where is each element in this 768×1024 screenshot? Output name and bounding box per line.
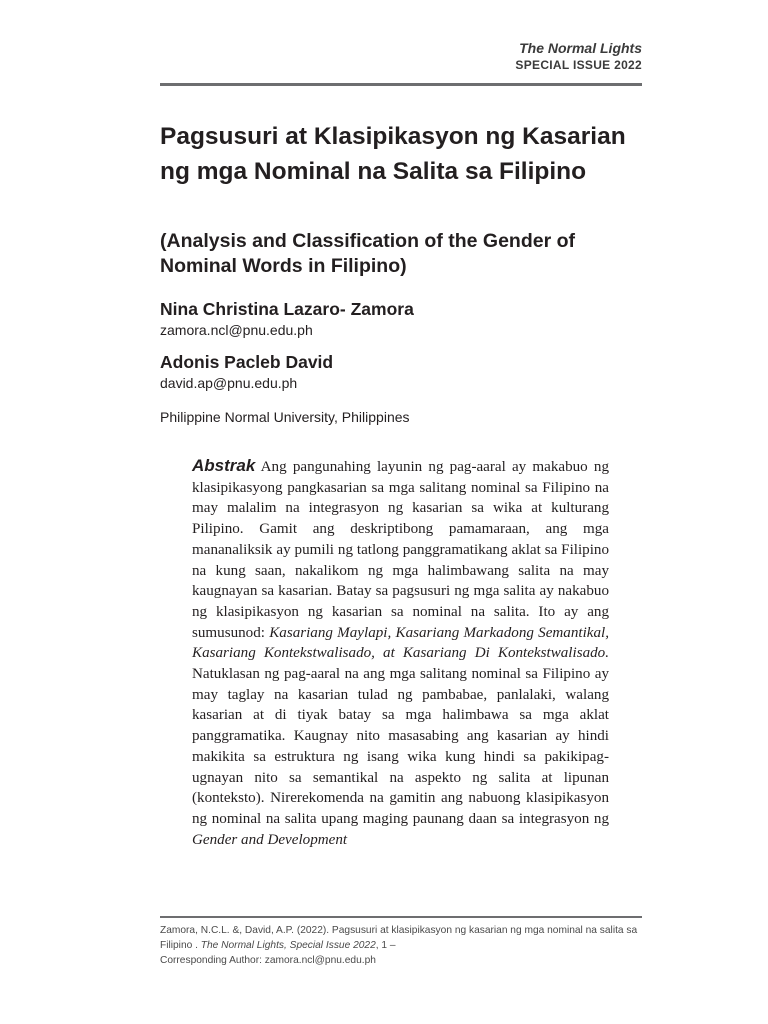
journal-issue: SPECIAL ISSUE 2022 xyxy=(515,58,642,72)
abstract-heading: Abstrak xyxy=(192,456,256,475)
header-divider xyxy=(160,83,642,86)
abstract-text-2: Natuklasan ng pag-aaral na ang mga salitang nominal sa Filipino ay may taglay na kasarian tulad ng pambabae, panlalaki, walang kasarian at di tiyak batay sa mga halimbawa sa mga aklat panggramatika. Kaugnay nito masasabing ang kasarian ay hindi makikita sa estruktura ng isang wika kung hindi sa pakikipag-ugnayan nito sa semantikal na aspekto ng salita at lipunan (konteksto). Nirerekomenda na gamitin ang nabuong klasipikasyon ng nominal na salita upang maging paunang daan sa integrasyon ng xyxy=(192,666,609,827)
author-name-2: Adonis Pacleb David xyxy=(160,352,334,372)
author-email-1: zamora.ncl@pnu.edu.ph xyxy=(160,322,313,338)
article-title: Pagsusuri at Klasipikasyon ng Kasarian ng mga Nominal na Salita sa Filipino xyxy=(160,123,626,185)
citation-journal: The Normal Lights, Special Issue 2022 xyxy=(200,940,376,951)
citation-part-1: Zamora, N.C.L. &, David, A.P. (2022). Pagsusuri at klasipikasyon ng kasarian ng mga nominal na salita sa Filipino . xyxy=(160,925,638,951)
journal-header xyxy=(515,40,642,74)
author-name-1: Nina Christina Lazaro- Zamora xyxy=(160,299,414,319)
author-email-2: david.ap@pnu.edu.ph xyxy=(160,375,298,391)
abstract-gad-term: Gender and Development xyxy=(192,831,348,848)
abstract-classification: Kasariang Maylapi, Kasariang Markadong Semantikal, Kasariang Kontekstwalisado, at Kasariang Di Kontekstwalisado. xyxy=(192,624,609,662)
footer-divider xyxy=(160,916,642,918)
corresponding-author: Corresponding Author: zamora.ncl@pnu.edu.ph xyxy=(160,955,376,966)
citation-block xyxy=(160,923,650,968)
affiliation: Philippine Normal University, Philippines xyxy=(160,409,410,425)
abstract-text-1: Ang pangunahing layunin ng pag-aaral ay makabuo ng klasipikasyong pangkasarian sa mga salitang nominal sa Filipino na may malalim na integrasyon ng kasarian sa wika at kulturang Pilipino. Gamit ang deskriptibong pamamaraan, ang mga mananaliksik ay pumili ng tatlong panggramatikang aklat sa Filipino na kung saan, nakalikom ng mga halimbawang salita na may kaugnayan sa kasarian. Batay sa pagsusuri ng mga salita ay nakabuo ng klasipikasyon ng kasarian sa nominal na salita. Ito ay ang sumusunod: xyxy=(192,459,609,641)
abstract-paragraph xyxy=(192,456,609,850)
article-subtitle: (Analysis and Classification of the Gender of Nominal Words in Filipino) xyxy=(160,230,575,277)
journal-name: The Normal Lights xyxy=(519,40,642,56)
citation-text xyxy=(160,923,650,953)
citation-part-2: , 1 – xyxy=(375,940,396,951)
